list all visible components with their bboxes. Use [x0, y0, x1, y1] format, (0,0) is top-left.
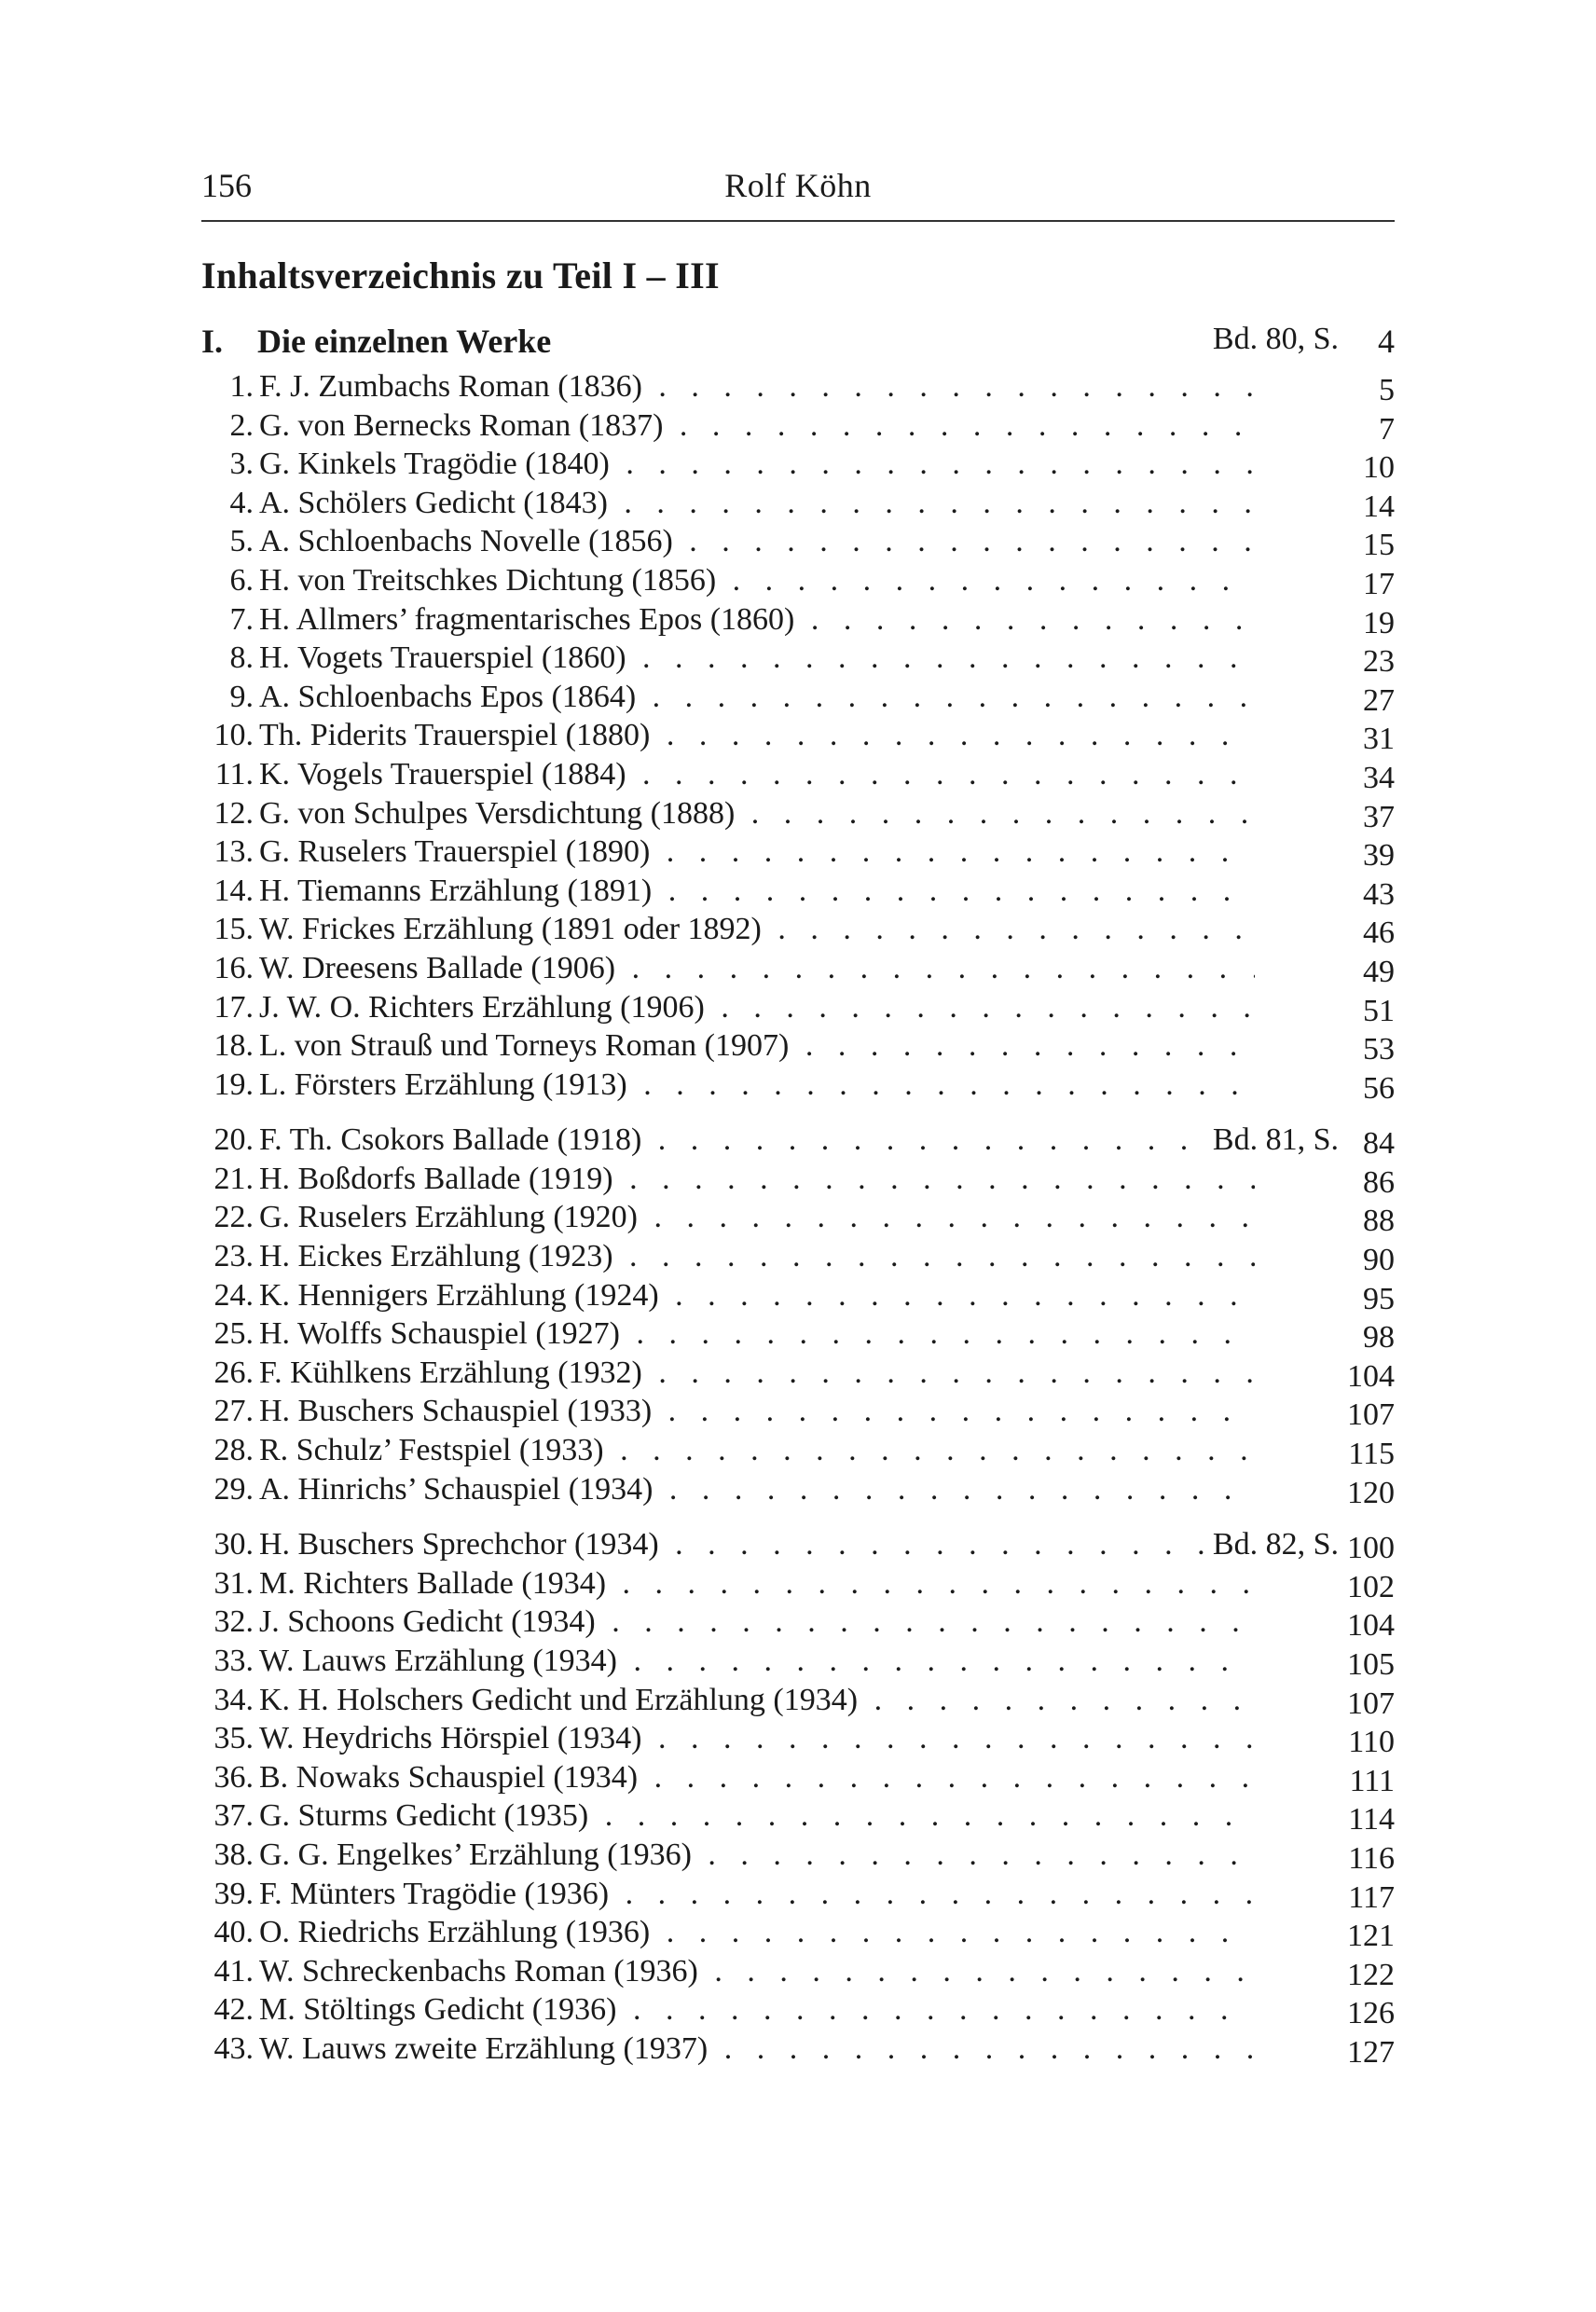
entry-page: 34 [1363, 760, 1395, 795]
section-volume: Bd. 80, S. [1212, 322, 1339, 356]
toc-entry [201, 1067, 1395, 1107]
entry-title: R. Schulz’ Festspiel (1933) . . . [259, 1433, 1255, 1468]
entry-number: 37. [213, 1798, 254, 1834]
entry-page: 120 [1347, 1475, 1395, 1510]
entry-title: M. Richters Ballade (1934) . . . [259, 1566, 1255, 1602]
toc-entry [201, 1837, 1395, 1877]
entry-number: 42. [213, 1992, 254, 2028]
entry-volume: Bd. 81, S. [1209, 1122, 1339, 1158]
entry-number: 24. [213, 1277, 254, 1313]
toc-entry [201, 1527, 1395, 1566]
entry-page: 107 [1347, 1397, 1395, 1433]
entry-page: 110 [1348, 1725, 1395, 1760]
section-heading [201, 322, 1395, 365]
entry-page: 49 [1363, 954, 1395, 989]
toc-entry [201, 1394, 1395, 1433]
toc-entry [201, 1644, 1395, 1683]
entry-number: 15. [213, 912, 254, 947]
entry-title: F. Münters Tragödie (1936) . . . [259, 1877, 1255, 1912]
entry-page: 117 [1348, 1879, 1395, 1915]
entry-number: 21. [213, 1161, 254, 1196]
entry-page: 98 [1363, 1320, 1395, 1356]
entry-page: 114 [1348, 1802, 1395, 1837]
entry-number: 12. [213, 795, 254, 831]
entry-page: 53 [1363, 1032, 1395, 1067]
entry-title: A. Schloenbachs Novelle (1856) . . . [259, 524, 1255, 559]
entry-page: 5 [1379, 373, 1395, 407]
section-page: 4 [1378, 323, 1395, 360]
toc-entry [201, 408, 1395, 447]
entry-title: W. Lauws zweite Erzählung (1937) . . . [259, 2031, 1255, 2067]
toc-entry [201, 912, 1395, 951]
entry-title: K. Hennigers Erzählung (1924) . . . [259, 1278, 1255, 1314]
toc-entry [201, 602, 1395, 641]
entry-number: 2. [229, 407, 254, 443]
entry-number: 22. [213, 1200, 254, 1235]
entry-title: G. G. Engelkes’ Erzählung (1936) . . . [259, 1837, 1255, 1873]
entry-page: 31 [1363, 722, 1395, 757]
toc-entry [201, 680, 1395, 719]
section-numeral: I. [201, 323, 224, 360]
entry-number: 1. [229, 369, 254, 404]
entry-number: 29. [213, 1471, 254, 1507]
entry-title: A. Schloenbachs Epos (1864) . . . [259, 680, 1255, 715]
toc-entry [201, 1683, 1395, 1722]
toc-entry [201, 1433, 1395, 1472]
toc-entry [201, 834, 1395, 874]
entry-page: 104 [1347, 1358, 1395, 1394]
toc-entry [201, 1122, 1395, 1162]
entry-title: G. Ruselers Trauerspiel (1890) . . . [259, 834, 1255, 870]
entry-title: G. Ruselers Erzählung (1920) . . . [259, 1200, 1255, 1235]
entry-page: 107 [1347, 1686, 1395, 1721]
entry-number: 35. [213, 1721, 254, 1756]
header-rule [201, 220, 1395, 222]
toc-entry [201, 486, 1395, 525]
toc-entry [201, 1798, 1395, 1837]
entry-page: 23 [1363, 644, 1395, 680]
entry-page: 95 [1363, 1281, 1395, 1316]
toc-entry [201, 1278, 1395, 1317]
toc-entry [201, 1316, 1395, 1356]
entry-page: 84 [1363, 1126, 1395, 1162]
entry-page: 15 [1363, 528, 1395, 563]
entry-page: 56 [1363, 1070, 1395, 1106]
entry-title: H. Eickes Erzählung (1923) . . . [259, 1239, 1255, 1274]
entry-page: 37 [1363, 799, 1395, 834]
toc-entry [201, 1915, 1395, 1954]
entry-page: 104 [1347, 1608, 1395, 1644]
entry-page: 100 [1347, 1531, 1395, 1566]
entry-number: 32. [213, 1604, 254, 1640]
entry-page: 122 [1347, 1957, 1395, 1992]
running-head: Rolf Köhn [724, 167, 872, 204]
entry-number: 28. [213, 1433, 254, 1468]
entry-number: 18. [213, 1028, 254, 1064]
entry-number: 8. [229, 640, 254, 676]
entry-title: K. Vogels Trauerspiel (1884) . . . [259, 757, 1255, 792]
entry-title: H. Tiemanns Erzählung (1891) . . . [259, 874, 1255, 909]
toc-entry [201, 563, 1395, 602]
entry-title: W. Dreesens Ballade (1906) . . . [259, 951, 1255, 986]
entry-title: M. Stöltings Gedicht (1936) . . . [259, 1992, 1255, 2028]
entry-number: 16. [213, 950, 254, 985]
entry-page: 27 [1363, 682, 1395, 718]
entry-number: 23. [213, 1239, 254, 1274]
toc-entry [201, 874, 1395, 913]
entry-page: 46 [1363, 915, 1395, 951]
entry-number: 6. [229, 562, 254, 598]
entry-number: 41. [213, 1953, 254, 1989]
toc-entry [201, 1028, 1395, 1067]
entry-title: H. Allmers’ fragmentarisches Epos (1860) . . . [259, 602, 1255, 638]
entry-page: 51 [1363, 993, 1395, 1028]
entry-page: 115 [1348, 1437, 1395, 1472]
toc-title: Inhaltsverzeichnis zu Teil I – III [201, 255, 720, 296]
entry-title: L. von Strauß und Torneys Roman (1907) . . . [259, 1028, 1255, 1064]
entry-number: 25. [213, 1316, 254, 1352]
entry-title: A. Schölers Gedicht (1843) . . . [259, 486, 1255, 521]
entry-page: 90 [1363, 1243, 1395, 1278]
entry-number: 7. [229, 601, 254, 637]
entry-title: H. Buschers Schauspiel (1933) . . . [259, 1394, 1255, 1429]
toc-entry [201, 796, 1395, 835]
entry-title: F. J. Zumbachs Roman (1836) . . . [259, 369, 1255, 405]
entry-page: 102 [1347, 1569, 1395, 1604]
entry-number: 17. [213, 989, 254, 1025]
toc-entry [201, 990, 1395, 1029]
entry-number: 43. [213, 2030, 254, 2066]
entry-page: 14 [1363, 489, 1395, 524]
toc-entry [201, 757, 1395, 796]
toc-entry [201, 640, 1395, 680]
entry-page: 105 [1347, 1647, 1395, 1682]
entry-page: 127 [1347, 2034, 1395, 2070]
entry-title: J. Schoons Gedicht (1934) . . . [259, 1604, 1255, 1640]
entry-number: 5. [229, 524, 254, 559]
entry-page: 17 [1363, 566, 1395, 601]
entry-title: H. Wolffs Schauspiel (1927) . . . [259, 1316, 1255, 1352]
entry-title: H. von Treitschkes Dichtung (1856) . . . [259, 563, 1255, 599]
entry-title: G. von Bernecks Roman (1837) . . . [259, 408, 1255, 444]
entry-number: 26. [213, 1355, 254, 1390]
toc-entry [201, 1356, 1395, 1395]
entry-number: 11. [214, 756, 254, 791]
entry-number: 30. [213, 1527, 254, 1562]
entry-number: 27. [213, 1394, 254, 1429]
page-number: 156 [201, 167, 252, 204]
entry-number: 10. [213, 718, 254, 753]
entry-page: 116 [1348, 1840, 1395, 1876]
entry-title: A. Hinrichs’ Schauspiel (1934) . . . [259, 1472, 1255, 1507]
toc-entry [201, 1721, 1395, 1760]
entry-number: 19. [213, 1067, 254, 1102]
entry-volume: Bd. 82, S. [1209, 1527, 1339, 1562]
entry-page: 10 [1363, 450, 1395, 486]
toc-entry [201, 1472, 1395, 1511]
toc-entry [201, 524, 1395, 563]
entry-page: 88 [1363, 1204, 1395, 1239]
entry-number: 39. [213, 1876, 254, 1911]
entry-title: F. Kühlkens Erzählung (1932) . . . [259, 1356, 1255, 1391]
entry-number: 14. [213, 873, 254, 908]
toc-entry [201, 1239, 1395, 1278]
entry-number: 4. [229, 485, 254, 520]
entry-page: 121 [1347, 1919, 1395, 1954]
entry-page: 39 [1363, 838, 1395, 874]
toc-entry [201, 1954, 1395, 1993]
entry-title: W. Lauws Erzählung (1934) . . . [259, 1644, 1255, 1679]
entry-number: 40. [213, 1915, 254, 1950]
toc-entry [201, 951, 1395, 990]
toc-entry [201, 447, 1395, 486]
entry-page: 111 [1349, 1763, 1395, 1798]
entry-title: O. Riedrichs Erzählung (1936) . . . [259, 1915, 1255, 1950]
toc-entry-list [201, 369, 1395, 2071]
entry-title: G. Kinkels Tragödie (1840) . . . [259, 447, 1255, 482]
entry-title: Th. Piderits Trauerspiel (1880) . . . [259, 718, 1255, 753]
entry-title: K. H. Holschers Gedicht und Erzählung (1934) . . . [259, 1683, 1255, 1718]
entry-number: 34. [213, 1682, 254, 1717]
entry-number: 3. [229, 447, 254, 482]
entry-number: 31. [213, 1565, 254, 1601]
toc-entry [201, 1162, 1395, 1201]
entry-title: H. Vogets Trauerspiel (1860) . . . [259, 640, 1255, 676]
entry-title: W. Heydrichs Hörspiel (1934) . . . [259, 1721, 1255, 1756]
entry-title: L. Försters Erzählung (1913) . . . [259, 1067, 1255, 1103]
entry-page: 126 [1347, 1996, 1395, 2031]
toc-entry [201, 718, 1395, 757]
entry-title: B. Nowaks Schauspiel (1934) . . . [259, 1760, 1255, 1796]
entry-number: 33. [213, 1644, 254, 1678]
section-label: Die einzelnen Werke [257, 323, 552, 360]
entry-page: 43 [1363, 876, 1395, 912]
entry-number: 38. [213, 1837, 254, 1872]
entry-title: W. Schreckenbachs Roman (1936) . . . [259, 1954, 1255, 1989]
entry-page: 86 [1363, 1164, 1395, 1200]
toc-entry [201, 1604, 1395, 1644]
entry-title: J. W. O. Richters Erzählung (1906) . . . [259, 990, 1255, 1025]
toc-entry [201, 369, 1395, 408]
entry-number: 9. [229, 679, 254, 714]
toc-entry [201, 1200, 1395, 1239]
entry-number: 36. [213, 1759, 254, 1795]
entry-page: 7 [1379, 411, 1395, 447]
toc-entry [201, 1760, 1395, 1799]
entry-title: F. Th. Csokors Ballade (1918) . . . [259, 1122, 1255, 1158]
entry-title: H. Boßdorfs Ballade (1919) . . . [259, 1162, 1255, 1197]
toc-entry [201, 2031, 1395, 2071]
entry-number: 20. [213, 1122, 254, 1158]
toc-entry [201, 1992, 1395, 2031]
entry-page: 19 [1363, 605, 1395, 640]
entry-number: 13. [213, 834, 254, 870]
toc-entry [201, 1877, 1395, 1916]
toc-entry [201, 1566, 1395, 1605]
entry-title: G. von Schulpes Versdichtung (1888) . . . [259, 796, 1255, 832]
entry-title: H. Buschers Sprechchor (1934) . . . [259, 1527, 1255, 1562]
page-header [201, 158, 1395, 214]
entry-title: G. Sturms Gedicht (1935) . . . [259, 1798, 1255, 1834]
entry-title: W. Frickes Erzählung (1891 oder 1892) . . . [259, 912, 1255, 947]
